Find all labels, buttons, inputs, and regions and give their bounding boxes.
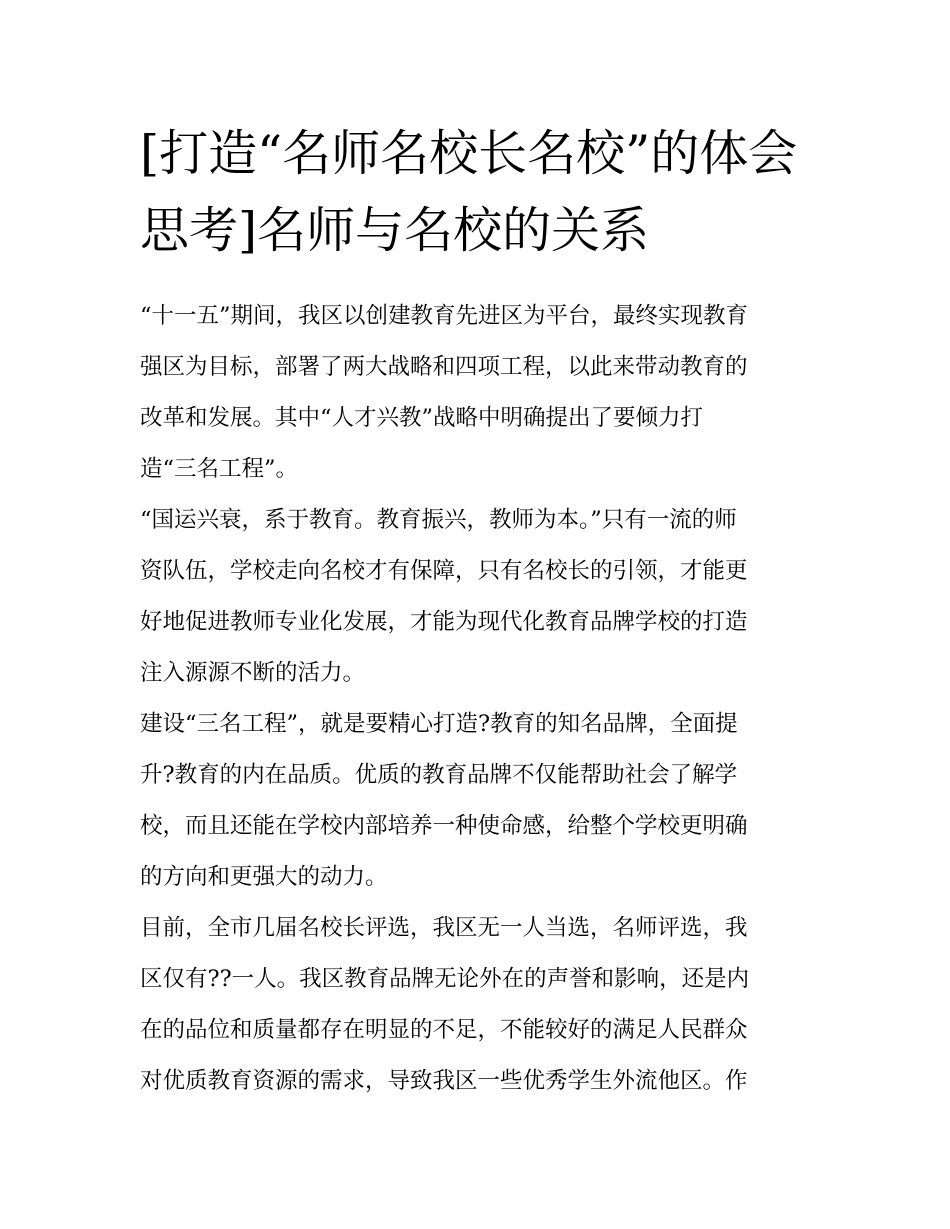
- paragraph-1: [140, 291, 812, 495]
- document-body: [140, 291, 812, 1107]
- paragraph-line: 好地促进教师专业化发展，才能为现代化教育品牌学校的打造: [140, 609, 748, 635]
- paragraph-line: “国运兴衰，系于教育。教育振兴，教师为本。”只有一流的师: [140, 507, 737, 533]
- paragraph-4: [140, 903, 812, 1107]
- paragraph-line: 在的品位和质量都存在明显的不足，不能较好的满足人民群众: [140, 1017, 748, 1043]
- paragraph-line: 区仅有??一人。我区教育品牌无论外在的声誉和影响，还是内: [140, 966, 750, 992]
- paragraph-line: 目前，全市几届名校长评选，我区无一人当选，名师评选，我: [140, 915, 748, 941]
- document-page: [140, 115, 812, 1107]
- paragraph-line: 校，而且还能在学校内部培养一种使命感，给整个学校更明确: [140, 813, 748, 839]
- paragraph-line: 升?教育的内在品质。优质的教育品牌不仅能帮助社会了解学: [140, 762, 738, 788]
- paragraph-line: 资队伍，学校走向名校才有保障，只有名校长的引领，才能更: [140, 558, 748, 584]
- title-line: 思考]名师与名校的关系: [140, 202, 650, 259]
- paragraph-2: [140, 495, 812, 699]
- paragraph-line: 强区为目标，部署了两大战略和四项工程，以此来带动教育的: [140, 354, 748, 380]
- paragraph-line: 建设“三名工程”，就是要精心打造?教育的知名品牌，全面提: [140, 711, 738, 737]
- document-title: [140, 115, 812, 269]
- title-line: [打造“名师名校长名校”的体会: [140, 125, 798, 182]
- paragraph-line: 改革和发展。其中“人才兴教”战略中明确提出了要倾力打: [140, 405, 704, 431]
- paragraph-line: 的方向和更强大的动力。: [140, 864, 388, 890]
- paragraph-line: 造“三名工程”。: [140, 456, 299, 482]
- paragraph-line: 注入源源不断的活力。: [140, 660, 366, 686]
- paragraph-line: “十一五”期间，我区以创建教育先进区为平台，最终实现教育: [140, 303, 749, 329]
- paragraph-3: [140, 699, 812, 903]
- paragraph-line: 对优质教育资源的需求，导致我区一些优秀学生外流他区。作: [140, 1068, 748, 1094]
